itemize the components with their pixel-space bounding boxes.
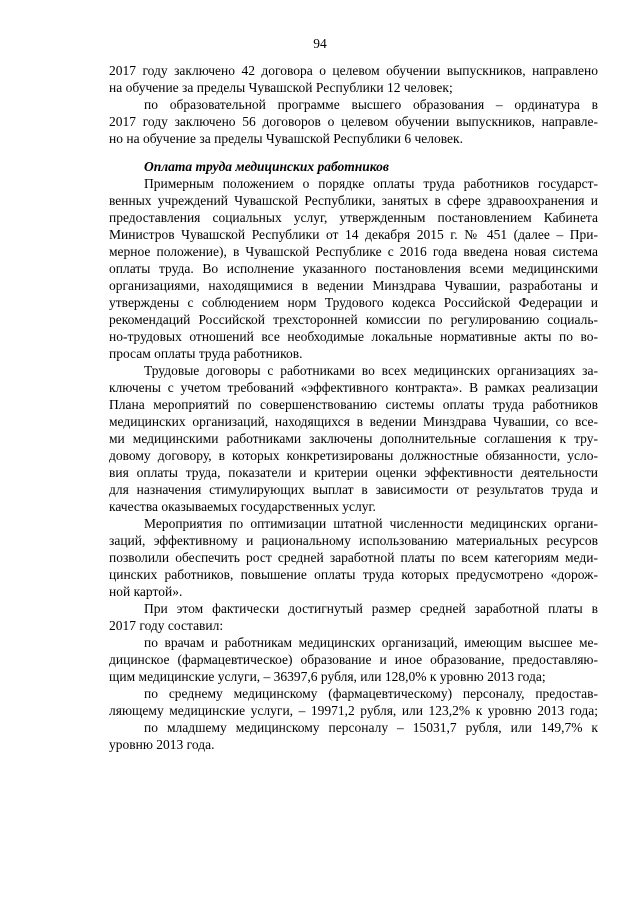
text-line: ключены с учетом требований «эффективного контракта». В рамках реализации bbox=[109, 380, 598, 395]
text-line: ми медицинскими работниками заключены дополнительные соглашения к тру- bbox=[109, 431, 598, 446]
text-line: цинских работников, повышение оплаты труда которых предусмотрено «дорож- bbox=[109, 567, 598, 582]
text-line: При этом фактически достигнутый размер средней заработной платы в bbox=[144, 601, 598, 616]
text-line: просам оплаты труда работников. bbox=[109, 346, 303, 361]
text-line: вия оплаты труда, показатели и критерии оценки эффективности деятельности bbox=[109, 465, 598, 480]
text-line: 2017 году заключено 56 договоров о целевом обучении выпускников, направле- bbox=[109, 114, 598, 129]
text-line: утверждены с соблюдением норм Трудового кодекса Российской Федерации и bbox=[109, 295, 598, 310]
text-line: предоставления социальных услуг, утвержденным постановлением Кабинета bbox=[109, 210, 598, 225]
text-line: по образовательной программе высшего образования – ординатура в bbox=[144, 97, 598, 112]
text-line: щим медицинские услуги, – 36397,6 рубля, или 128,0% к уровню 2013 года; bbox=[109, 669, 546, 684]
text-line: рекомендаций Российской трехсторонней комиссии по регулированию социаль- bbox=[109, 312, 598, 327]
text-line: Примерным положением о порядке оплаты труда работников государст- bbox=[144, 176, 598, 191]
section-heading: Оплата труда медицинских работников bbox=[144, 159, 389, 174]
text-line: 2017 году составил: bbox=[109, 618, 224, 633]
text-line: Трудовые договоры с работниками во всех медицинских организациях за- bbox=[144, 363, 598, 378]
text-line: мерное положение), в Чувашской Республике с 2016 года введена новая система bbox=[109, 244, 598, 259]
text-line: Министров Чувашской Республики от 14 декабря 2015 г. № 451 (далее – При- bbox=[109, 227, 598, 242]
text-line: оплаты труда. Во исполнение указанного постановления всеми медицинскими bbox=[109, 261, 598, 276]
text-line: Плана мероприятий по совершенствованию системы оплаты труда работников bbox=[109, 397, 598, 412]
page-number: 94 bbox=[313, 36, 327, 51]
text-line: для назначения стимулирующих выплат в зависимости от результатов труда и bbox=[109, 482, 598, 497]
text-line: венных учреждений Чувашской Республики, занятых в сфере здравоохранения и bbox=[109, 193, 598, 208]
text-line: медицинских организаций, находящихся в ведении Минздрава Чувашии, со все- bbox=[109, 414, 598, 429]
text-line: по среднему медицинскому (фармацевтическому) персоналу, предостав- bbox=[144, 686, 598, 701]
text-line: дицинское (фармацевтическое) образование и иное образование, предоставляю- bbox=[109, 652, 598, 667]
text-line: позволили обеспечить рост средней заработной платы по всем категориям меди- bbox=[109, 550, 598, 565]
text-line: на обучение за пределы Чувашской Республики 12 человек; bbox=[109, 80, 453, 95]
text-line: 2017 году заключено 42 договора о целевом обучении выпускников, направлено bbox=[109, 63, 598, 78]
text-line: довому договору, в которых конкретизированы должностные обязанности, усло- bbox=[109, 448, 598, 463]
text-line: Мероприятия по оптимизации штатной численности медицинских органи- bbox=[144, 516, 598, 531]
text-line: по врачам и работникам медицинских организаций, имеющим высшее ме- bbox=[144, 635, 598, 650]
text-line: организациями, находящимися в ведении Минздрава Чувашии, разработаны и bbox=[109, 278, 598, 293]
text-line: ляющему медицинские услуги, – 19971,2 рубля, или 123,2% к уровню 2013 года; bbox=[109, 703, 598, 718]
text-line: заций, эффективному и рациональному использованию материальных ресурсов bbox=[109, 533, 598, 548]
text-line: ной картой». bbox=[109, 584, 183, 599]
text-line: по младшему медицинскому персоналу – 15031,7 рубля, или 149,7% к bbox=[144, 720, 598, 735]
text-line: но на обучение за пределы Чувашской Республики 6 человек. bbox=[109, 131, 463, 146]
text-line: уровню 2013 года. bbox=[109, 737, 215, 752]
text-line: качества оказываемых государственных услуг. bbox=[109, 499, 376, 514]
text-line: но-трудовых отношений все необходимые локальные нормативные акты по во- bbox=[109, 329, 598, 344]
